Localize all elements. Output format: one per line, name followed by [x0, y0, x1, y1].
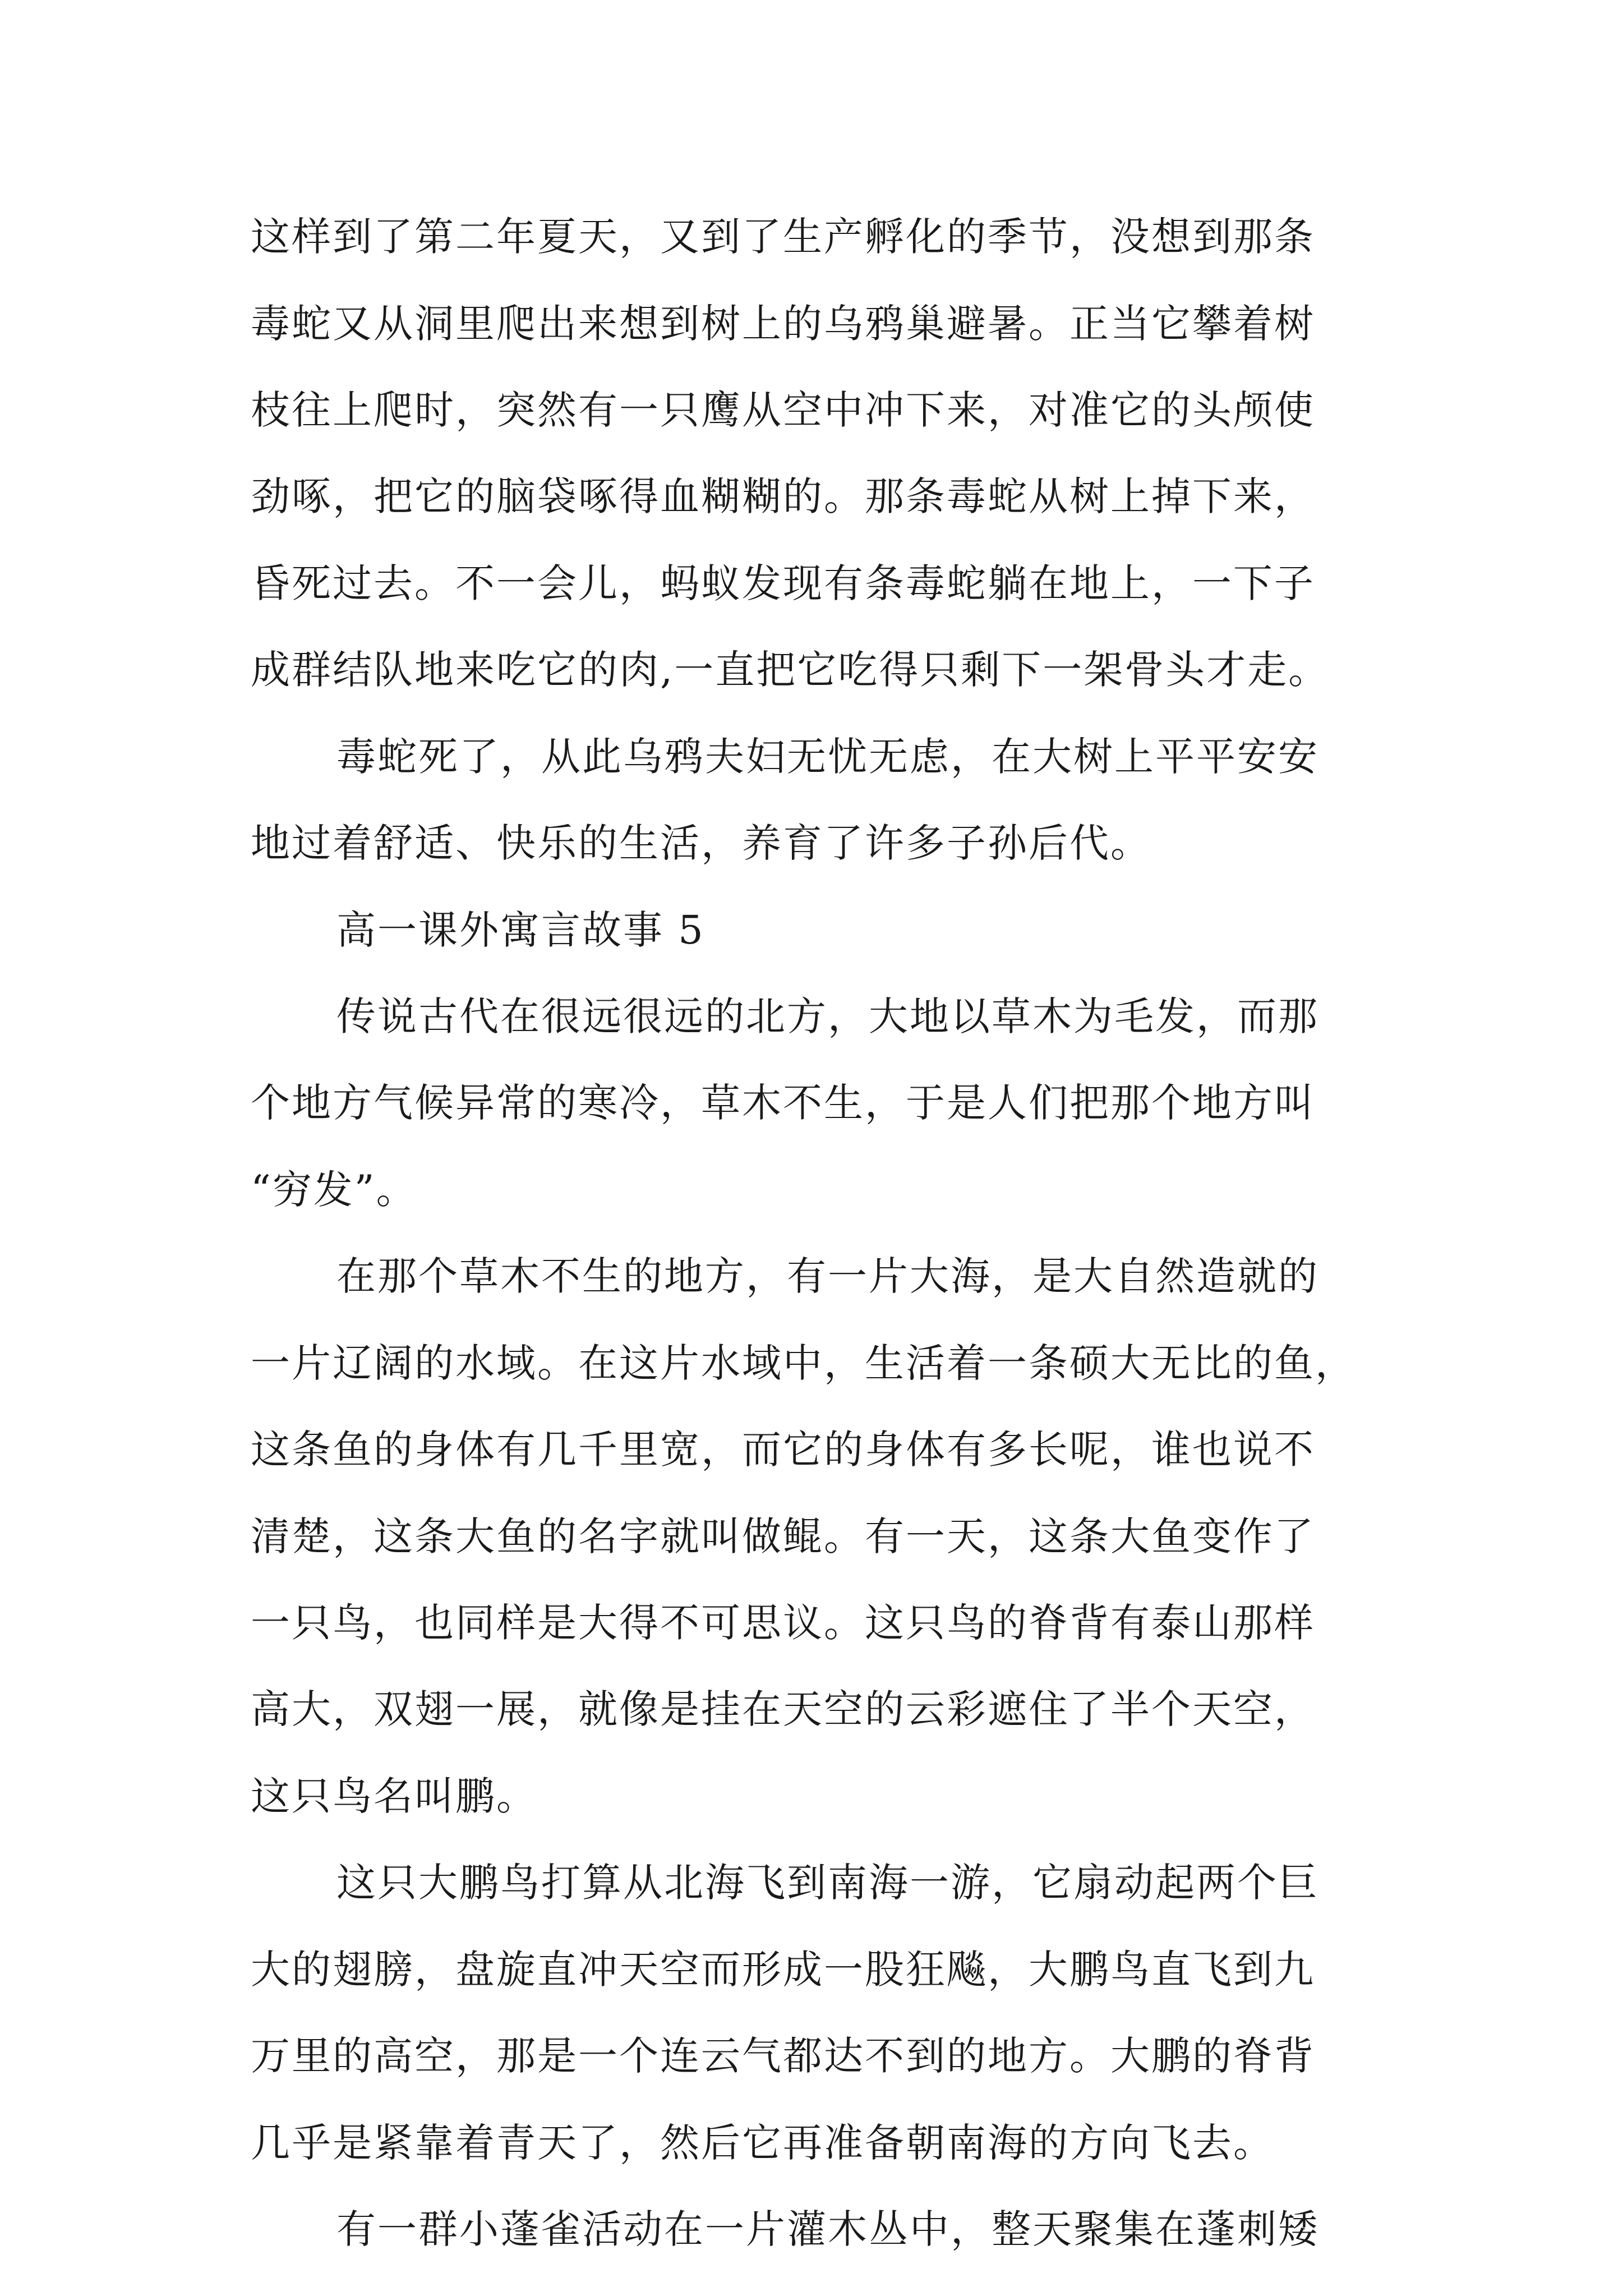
- text-line: 清楚，这条大鱼的名字就叫做鲲。有一天，这条大鱼变作了: [251, 1513, 1315, 1559]
- text-line: 万里的高空，那是一个连云气都达不到的地方。大鹏的脊背: [251, 2033, 1315, 2079]
- text-line: “穷发”。: [251, 1167, 417, 1213]
- paragraph-first-line: 这只大鹏鸟打算从北海飞到南海一游，它扇动起两个巨: [336, 1860, 1319, 1906]
- text-line: 个地方气候异常的寒冷，草木不生，于是人们把那个地方叫: [251, 1080, 1315, 1126]
- text-line: 昏死过去。不一会儿，蚂蚁发现有条毒蛇躺在地上，一下子: [251, 560, 1315, 606]
- paragraph-first-line: 在那个草木不生的地方，有一片大海，是大自然造就的: [336, 1253, 1319, 1299]
- text-line: 一只鸟，也同样是大得不可思议。这只鸟的脊背有泰山那样: [251, 1600, 1315, 1646]
- text-line: 高大，双翅一展，就像是挂在天空的云彩遮住了半个天空，: [251, 1686, 1315, 1732]
- paragraph-first-line: 传说古代在很远很远的北方，大地以草木为毛发，而那: [336, 993, 1319, 1039]
- text-line: 地过着舒适、快乐的生活，养育了许多子孙后代。: [251, 820, 1151, 866]
- text-line: 这样到了第二年夏天，又到了生产孵化的季节，没想到那条: [251, 214, 1315, 260]
- text-line: 毒蛇又从洞里爬出来想到树上的乌鸦巢避暑。正当它攀着树: [251, 301, 1315, 347]
- paragraph-first-line: 毒蛇死了，从此乌鸦夫妇无忧无虑，在大树上平平安安: [336, 734, 1319, 780]
- text-line: 一片辽阔的水域。在这片水域中，生活着一条硕大无比的鱼，: [251, 1340, 1356, 1386]
- text-line: 这只鸟名叫鹏。: [251, 1773, 537, 1819]
- text-line: 几乎是紧靠着青天了，然后它再准备朝南海的方向飞去。: [251, 2120, 1274, 2166]
- text-line: 这条鱼的身体有几千里宽，而它的身体有多长呢，谁也说不: [251, 1427, 1315, 1473]
- text-line: 大的翅膀，盘旋直冲天空而形成一股狂飚，大鹏鸟直飞到九: [251, 1947, 1315, 1993]
- section-heading: 高一课外寓言故事 5: [336, 907, 705, 953]
- paragraph-first-line: 有一群小蓬雀活动在一片灌木丛中，整天聚集在蓬刺矮: [336, 2206, 1319, 2252]
- text-line: 成群结队地来吃它的肉,一直把它吃得只剩下一架骨头才走。: [251, 647, 1330, 693]
- text-line: 枝往上爬时，突然有一只鹰从空中冲下来，对准它的头颅使: [251, 387, 1315, 433]
- text-line: 劲啄，把它的脑袋啄得血糊糊的。那条毒蛇从树上掉下来，: [251, 473, 1315, 519]
